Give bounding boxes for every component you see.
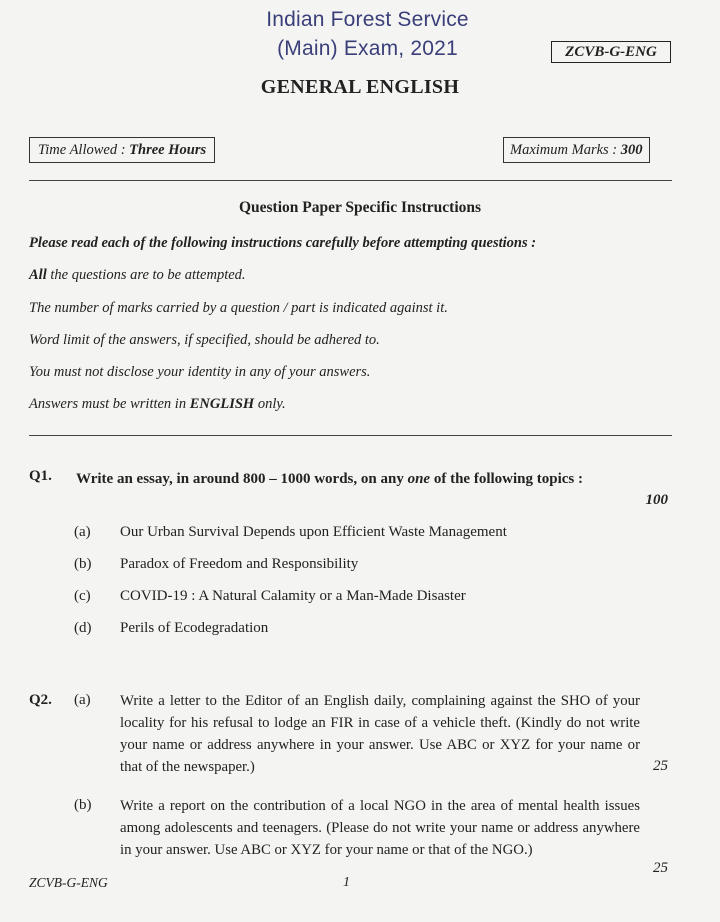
part-marks: 25 [653,860,668,876]
exam-stamp [255,5,480,63]
q1-text-emphasis: one [407,471,431,487]
max-marks-label: Maximum Marks : [510,142,621,158]
part-label: (a) [74,692,91,708]
time-allowed-label: Time Allowed : [38,142,130,158]
paper-title: GENERAL ENGLISH [260,76,460,98]
instructions-heading: Question Paper Specific Instructions [238,199,482,216]
q1-text-a: Write an essay, in around 800 – 1000 words, on any [76,471,408,487]
part-text: Write a report on the contribution of a local NGO in the area of mental health issues among adolescents and teenagers. (Please do not write your name or address anywhere in your answer. Use ABC or XYZ for your name or that of the NGO.) [120,798,640,858]
instruction-bold: All [29,267,47,283]
q1-text-b: of the following topics : [430,471,584,487]
page-number: 1 [343,875,350,890]
option-label: (a) [74,524,91,540]
instruction-item: You must not disclose your identity in any of your answers. [29,364,371,380]
stamp-line-2: (Main) Exam, 2021 [277,37,458,60]
question-marks: 100 [645,492,668,508]
option-label: (b) [74,556,92,572]
instruction-item: Word limit of the answers, if specified, should be adhered to. [29,332,380,348]
option-text: Perils of Ecodegradation [120,620,269,636]
part-label: (b) [74,797,92,813]
time-allowed-value: Three Hours [129,142,207,158]
instruction-item [29,396,286,413]
divider-bottom [29,435,672,436]
option-label: (c) [74,588,91,604]
stamp-line-1: Indian Forest Service [266,8,469,31]
instruction-bold: ENGLISH [189,396,255,412]
option-text: Paradox of Freedom and Responsibility [120,556,359,572]
question-number: Q1. [29,468,52,484]
option-text: Our Urban Survival Depends upon Efficient Waste Management [120,524,507,540]
time-allowed-box [29,137,215,163]
paper-code-box: ZCVB-G-ENG [551,41,671,63]
option-text: COVID-19 : A Natural Calamity or a Man-Made Disaster [120,588,466,604]
part-text: Write a letter to the Editor of an English daily, complaining against the SHO of your locality for his refusal to lodge an FIR in case of a vehicle theft. (Kindly do not write your name or address anywhere in your answer. Use ABC or XYZ for your name or that of the newspaper.) [120,693,640,775]
question-text [76,468,641,490]
instruction-text: the questions are to be attempted. [46,267,246,283]
instruction-text: only. [254,396,286,412]
option-label: (d) [74,620,92,636]
instruction-pre: Answers must be written in [29,396,190,412]
instructions-lead: Please read each of the following instructions carefully before attempting questions : [29,235,537,251]
question-number: Q2. [29,692,52,708]
max-marks-box [503,137,650,163]
divider-top [29,180,672,181]
part-marks: 25 [653,758,668,774]
max-marks-value: 300 [620,142,643,158]
footer-paper-code: ZCVB-G-ENG [29,875,108,890]
instruction-item [29,267,246,284]
instruction-item: The number of marks carried by a question / part is indicated against it. [29,300,448,316]
